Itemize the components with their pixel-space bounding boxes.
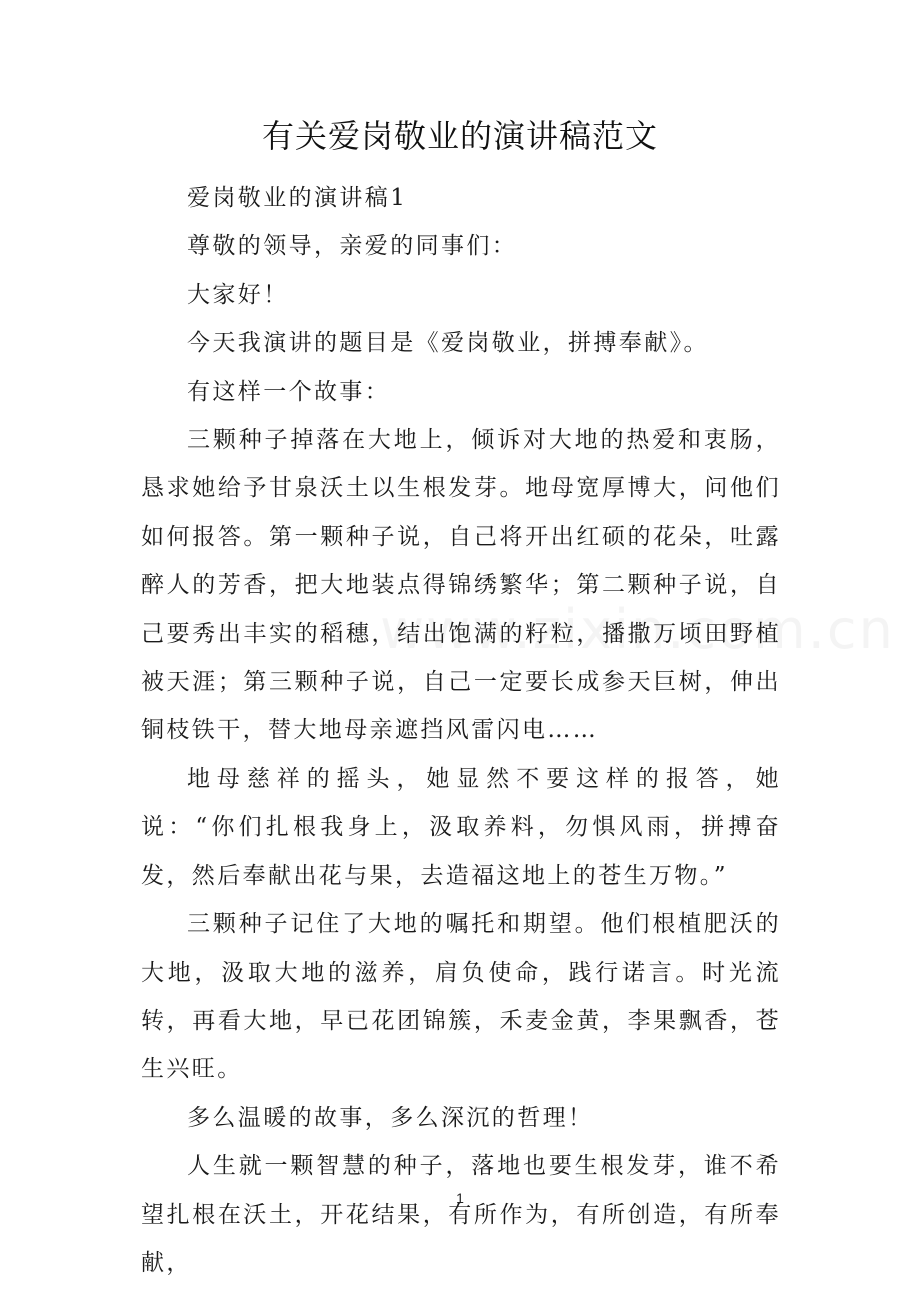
paragraph: 三颗种子记住了大地的嘱托和期望。他们根植肥沃的大地，汲取大地的滋养，肩负使命，践行诺言。时光流转，再看大地，早已花团锦簇，禾麦金黄，李果飘香，苍生兴旺。 <box>141 911 781 1083</box>
paragraph: 多么温暖的故事，多么深沉的哲理！ <box>187 1104 594 1131</box>
paragraph: 三颗种子掉落在大地上，倾诉对大地的热爱和衷肠，恳求她给予甘泉沃土以生根发芽。地母宽厚博大，问他们如何报答。第一颗种子说，自己将开出红硕的花朵，吐露醉人的芳香，把大地装点得锦绣繁华；第二颗种子说，自己要秀出丰实的稻穗，结出饱满的籽粒，播撒万顷田野植被天涯；第三颗种子说，自己一定要长成参天巨树，伸出铜枝铁干，替大地母亲遮挡风雷闪电…… <box>141 427 781 744</box>
page-number: 1 <box>456 1190 464 1206</box>
paragraph: 有这样一个故事： <box>187 378 391 405</box>
paragraph: 人生就一颗智慧的种子，落地也要生根发芽，谁不希望扎根在沃土，开花结果，有所作为，有所创造，有所奉献， <box>141 1153 781 1276</box>
paragraph: 爱岗敬业的演讲稿1 <box>187 185 408 211</box>
paragraph: 尊敬的领导，亲爱的同事们： <box>187 233 518 260</box>
paragraph: 今天我演讲的题目是《爱岗敬业，拼搏奉献》。 <box>187 330 709 357</box>
document-title: 有关爱岗敬业的演讲稿范文 <box>261 117 658 155</box>
document-body <box>141 174 781 1287</box>
paragraph: 大家好！ <box>187 281 289 308</box>
paragraph: 地母慈祥的摇头，她显然不要这样的报答，她说：“你们扎根我身上，汲取养料，勿惧风雨，拼搏奋发，然后奉献出花与果，去造福这地上的苍生万物。” <box>141 765 781 889</box>
